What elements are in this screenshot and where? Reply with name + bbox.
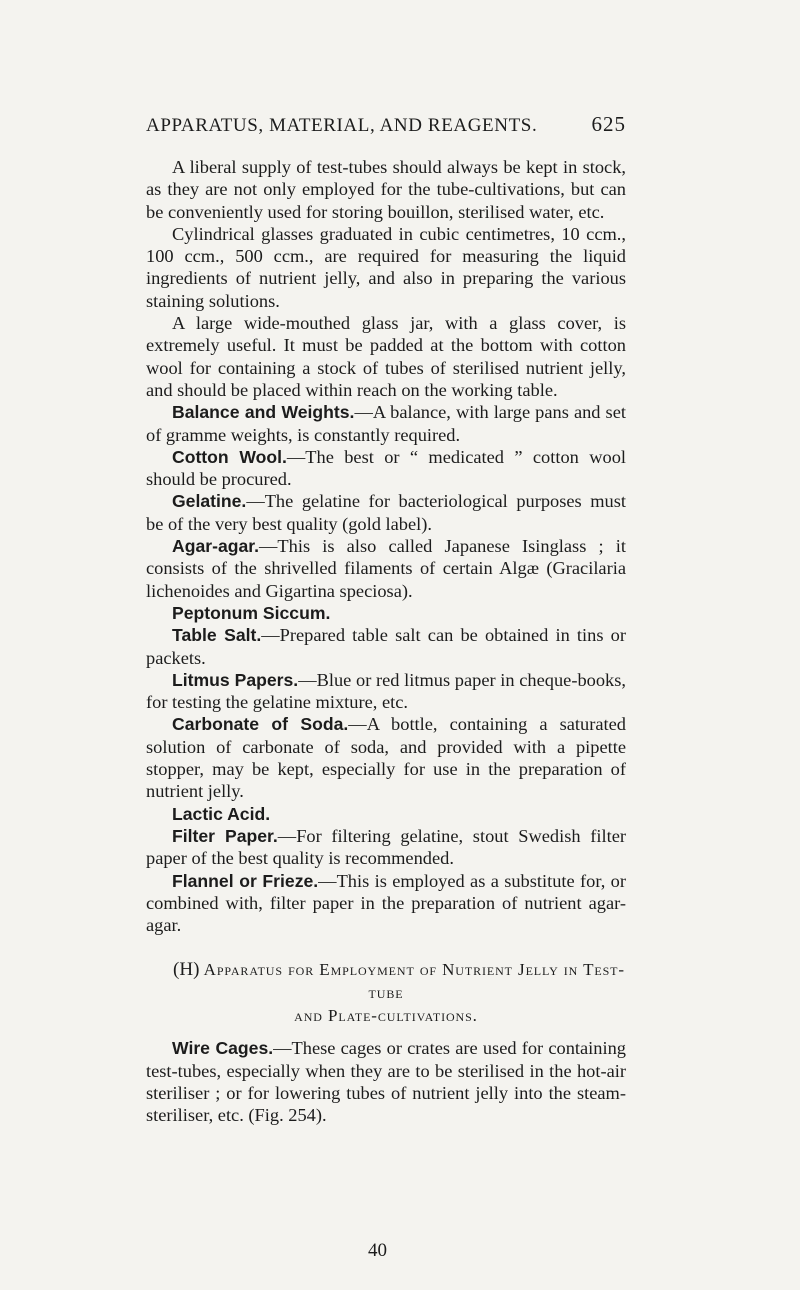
entry-title: Table Salt. bbox=[172, 625, 262, 646]
entry-text: —This is employed as a substitute for, or combined with, filter paper in the preparation of nutrient agar-agar. bbox=[146, 870, 626, 936]
entry-text: —For filtering gelatine, stout Swedish filter paper of the best quality is recommended. bbox=[146, 825, 626, 869]
entry-lactic-acid bbox=[146, 803, 626, 825]
entry-title: Peptonum Siccum. bbox=[172, 602, 331, 623]
entry-litmus-papers bbox=[146, 669, 626, 714]
entry-agar-agar bbox=[146, 535, 626, 602]
entry-title: Wire Cages. bbox=[172, 1038, 274, 1059]
entry-text: —A balance, with large pans and set of gramme weights, is constantly required. bbox=[146, 402, 626, 445]
entry-text: —A bottle, containing a saturated solution of carbonate of soda, and provided with a pipette stopper, may be kept, especially for use in the preparation of nutrient jelly. bbox=[146, 714, 626, 802]
running-head bbox=[146, 112, 626, 137]
paragraph-glass-jar: A large wide-mouthed glass jar, with a glass cover, is extremely useful. It must be padded at the bottom with cotton wool for containing a stock of tubes of sterilised nutrient jelly, and should be placed within reach on the working table. bbox=[146, 313, 626, 400]
body-text bbox=[146, 156, 626, 1127]
entry-title: Litmus Papers. bbox=[172, 669, 299, 690]
section-heading-line2: and Plate-cultivations. bbox=[294, 1006, 478, 1026]
entry-text: —The best or “ medicated ” cotton wool should be procured. bbox=[146, 446, 626, 490]
entry-flannel-or-frieze bbox=[146, 870, 626, 937]
entry-title: Lactic Acid. bbox=[172, 803, 271, 824]
entry-title: Filter Paper. bbox=[172, 825, 278, 846]
entry-table-salt bbox=[146, 624, 626, 669]
page-number: 625 bbox=[591, 112, 626, 136]
entry-peptonum-siccum bbox=[146, 602, 626, 624]
entry-text: —Prepared table salt can be obtained in tins or packets. bbox=[146, 625, 626, 668]
paragraph-test-tubes: A liberal supply of test-tubes should always be kept in stock, as they are not only employed for the tube-cultivations, but can be conveniently used for storing bouillon, sterilised water, etc. bbox=[146, 157, 626, 222]
entry-text: —The gelatine for bacteriological purposes must be of the very best quality (gold label). bbox=[146, 491, 626, 534]
entry-carbonate-of-soda bbox=[146, 713, 626, 802]
entry-balance-and-weights bbox=[146, 401, 626, 446]
entry-text: —This is also called Japanese Isinglass ; it consists of the shrivelled filaments of certain Algæ (Gracilaria lichenoides and Gigartina speciosa). bbox=[146, 536, 626, 601]
entry-title: Balance and Weights. bbox=[172, 402, 355, 423]
entry-title: Flannel or Frieze. bbox=[172, 870, 319, 891]
entry-cotton-wool bbox=[146, 446, 626, 491]
heading-spacer bbox=[146, 1027, 626, 1037]
section-spacer bbox=[146, 936, 626, 958]
entry-title: Carbonate of Soda. bbox=[172, 714, 349, 735]
entry-text: —These cages or crates are used for containing test-tubes, especially when they are to be sterilised in the hot-air steriliser ; or for lowering tubes of nutrient jelly into the steam-steriliser, etc. (Fig. 254). bbox=[146, 1038, 626, 1126]
entry-gelatine bbox=[146, 490, 626, 535]
entry-title: Agar-agar. bbox=[172, 536, 260, 557]
signature-mark: 40 bbox=[368, 1240, 387, 1261]
section-heading bbox=[146, 958, 626, 1027]
entry-title: Gelatine. bbox=[172, 491, 247, 512]
section-label: (H) bbox=[173, 959, 200, 981]
entry-title: Cotton Wool. bbox=[172, 446, 287, 467]
paragraph-cylindrical-glasses: Cylindrical glasses graduated in cubic centimetres, 10 ccm., 100 ccm., 500 ccm., are required for measuring the liquid ingredients of nutrient jelly, and also in preparing the various staining solutions. bbox=[146, 223, 626, 311]
entry-filter-paper bbox=[146, 825, 626, 870]
entry-wire-cages bbox=[146, 1037, 626, 1126]
section-heading-line1: Apparatus for Employment of Nutrient Jelly in Test-tube bbox=[203, 960, 625, 1003]
running-title: APPARATUS, MATERIAL, AND REAGENTS. bbox=[146, 115, 538, 136]
entry-text: —Blue or red litmus paper in cheque-books, for testing the gelatine mixture, etc. bbox=[146, 669, 626, 713]
